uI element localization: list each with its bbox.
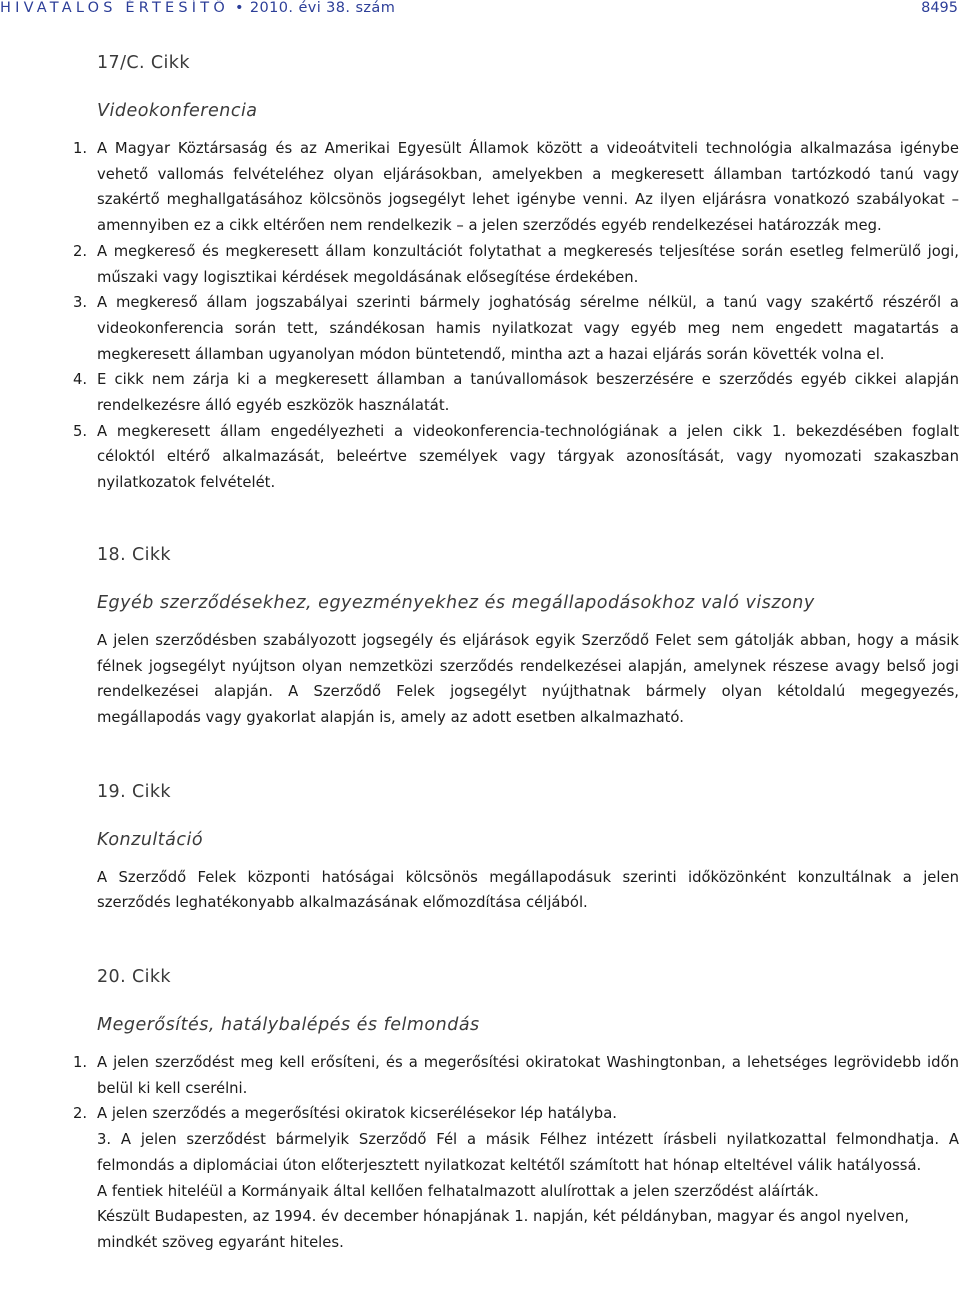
article-title: Videokonferencia xyxy=(97,101,258,121)
journal-title: HIVATALOS ÉRTESÍTŐ xyxy=(0,0,229,16)
journal-line xyxy=(0,0,395,16)
item-3-text: 3. A jelen szerződést bármelyik Szerződő Fél a másik Félhez intézett írásbeli nyilatkozattal felmondhatja. A felmondás a diplomáciai úton előterjesztett nyilatkozat keltétől számított hat hónap elteltével válik hatályossá. xyxy=(97,1131,959,1174)
article-20 xyxy=(73,956,959,1256)
article-title: Megerősítés, hatálybalépés és felmondás xyxy=(97,1015,480,1036)
closing-place-date: Készült Budapesten, az 1994. év december hónapjának 1. napján, két példányban, magyar és angol nyelven, mindkét szöveg egyaránt hiteles. xyxy=(97,1208,909,1251)
item-number: 4. xyxy=(73,371,88,389)
numbered-item xyxy=(73,1050,959,1101)
article-number: 19. Cikk xyxy=(97,781,171,802)
page-number: 8495 xyxy=(921,0,958,16)
numbered-item xyxy=(73,419,959,496)
numbered-item xyxy=(73,136,959,239)
article-items xyxy=(73,1050,959,1256)
numbered-item xyxy=(73,239,959,290)
item-number: 2. xyxy=(73,1105,88,1123)
item-number: 5. xyxy=(73,422,88,440)
item-number: 3. xyxy=(73,294,88,312)
document-body xyxy=(73,42,959,1256)
article-paragraph: A jelen szerződésben szabályozott jogsegély és eljárások egyik Szerződő Felet sem gátolják abban, hogy a másik félnek jogsegélyt nyújtson olyan nemzetközi szerződés rendelkezései alapján, amelynek részese avagy belső jogi rendelkezései alapján. A Szerződő Felek jogsegélyt nyújthatnak bármely olyan kétoldalú megegyezés, megállapodás vagy gyakorlat alapján is, amely az adott esetben alkalmazható. xyxy=(97,631,959,726)
numbered-item xyxy=(73,290,959,367)
article-title: Konzultáció xyxy=(97,829,204,850)
item-number: 1. xyxy=(73,1054,88,1072)
item-number: 2. xyxy=(73,242,88,260)
article-paragraph: A Szerződő Felek központi hatóságai kölcsönös megállapodásuk szerinti időközönként konzultálnak a jelen szerződés leghatékonyabb alkalmazásának előmozdítása céljából. xyxy=(97,868,959,912)
article-title: Egyéb szerződésekhez, egyezményekhez és megállapodásokhoz való viszony xyxy=(97,592,815,613)
item-text: A jelen szerződés a megerősítési okiratok kicserélésekor lép hatályba. xyxy=(97,1105,617,1123)
article-items xyxy=(73,136,959,496)
article-19 xyxy=(97,771,959,916)
item-text: E cikk nem zárja ki a megkeresett államban a tanúvallomások beszerzésére e szerződés egyéb cikkei alapján rendelkezésre álló egyéb eszközök használatát. xyxy=(97,371,959,415)
item-text: A megkereső állam jogszabályai szerinti bármely joghatóság sérelme nélkül, a tanú vagy szakértő részéről a videokonferencia során tett, szándékosan hamis nyilatkozat vagy egyéb meg nem engedett magatartás a megkeresett államban ugyanolyan módon büntetendő, mintha azt a hazai eljárás során követték volna el. xyxy=(97,294,959,363)
issue-number: 2010. évi 38. szám xyxy=(249,0,396,16)
numbered-item xyxy=(73,1101,959,1127)
item-text: A megkereső és megkeresett állam konzultációt folytathat a megkeresés teljesítése során esetleg felmerülő jogi, műszaki vagy logisztikai kérdések megoldásának elősegítése érdekében. xyxy=(97,242,959,286)
article-17c xyxy=(73,42,959,496)
article-number: 18. Cikk xyxy=(97,544,171,565)
bullet-icon: • xyxy=(234,0,244,16)
article-18 xyxy=(97,534,959,731)
item-text: A megkeresett állam engedélyezheti a videokonferencia-technológiának a jelen cikk 1. bekezdésében foglalt céloktól eltérő alkalmazását, beleértve személyek vagy tárgyak azonosítását, vagy nyomozati szakaszban nyilatkozatok felvételét. xyxy=(97,422,959,492)
article-number: 17/C. Cikk xyxy=(97,53,190,73)
numbered-item xyxy=(73,367,959,418)
article-number: 20. Cikk xyxy=(97,967,171,988)
item-text: A jelen szerződést meg kell erősíteni, és a megerősítési okiratokat Washingtonban, a lehetséges legrövidebb időn belül ki kell cserélni. xyxy=(97,1054,959,1097)
page-header xyxy=(0,0,960,22)
item-text: A Magyar Köztársaság és az Amerikai Egyesült Államok között a videoátviteli technológia alkalmazása igénybe vehető vallomás felvételéhez olyan eljárásokban, amelyekben a megkeresett államban tartózkodó tanú vagy szakértő meghallgatásához kölcsönös jogsegélyt lehet igénybe venni. Az ilyen eljárásra vonatkozó szabályokat – amennyiben ez a cikk eltérően nem rendelkezik – a jelen szerződés egyéb rendelkezései határozzák meg. xyxy=(97,140,959,235)
closing-attestation: A fentiek hiteléül a Kormányaik által kellően felhatalmazott alulírottak a jelen szerződést aláírták. xyxy=(97,1182,819,1200)
item-number: 1. xyxy=(73,140,88,157)
